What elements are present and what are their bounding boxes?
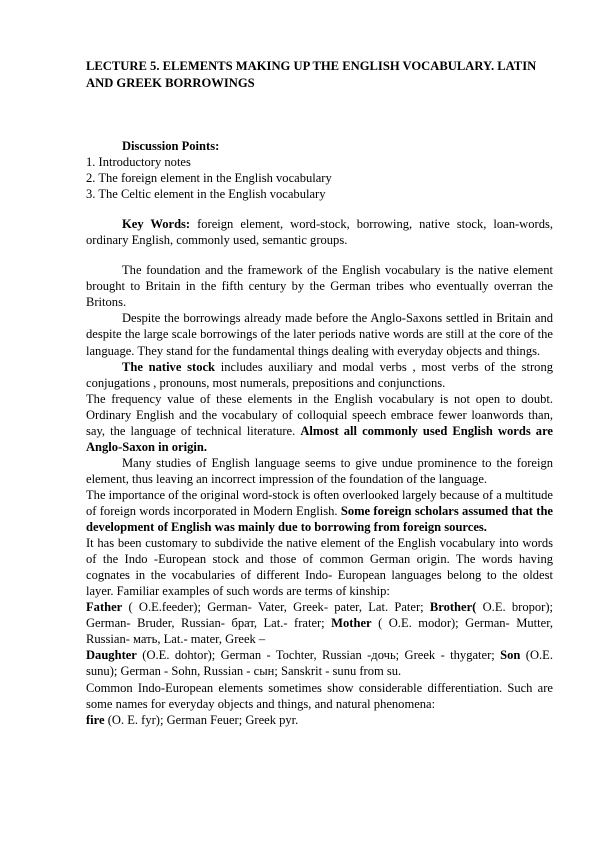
importance-emphasis: Some foreign scholars assumed that the development of English was mainly due to borrowing from foreign sources. (86, 503, 553, 535)
discussion-points-heading: Discussion Points: (122, 139, 220, 153)
importance-text: The importance of the original word-stock is often overlooked largely because of a multitude of foreign words incorporated in Modern English. (86, 487, 553, 518)
paragraph-frequency (86, 391, 553, 455)
native-stock-text: includes auxiliary and modal verbs , most verbs of the strong conjugations , pronouns, most numerals, prepositions and conjunctions. (86, 359, 553, 390)
paragraph-common-ie: Common Indo-European elements sometimes show considerable differentiation. Such are some names for everyday objects and things, and natural phenomena: (86, 680, 553, 711)
paragraph-subdivide: It has been customary to subdivide the native element of the English vocabulary into words of the Indo -European stock and those of common German origin. The words having cognates in the vocabularies of different Indo- European languages belong to the oldest layer. Familiar examples of such words are terms of kinship: (86, 536, 553, 599)
paragraph-importance (86, 487, 553, 535)
discussion-points-list (86, 154, 553, 202)
paragraph-native-stock (86, 359, 553, 391)
key-words-text: foreign element, word-stock, borrowing, native stock, loan-words, ordinary English, commonly used, semantic groups. (86, 217, 553, 248)
paragraph-foundation: The foundation and the framework of the English vocabulary is the native element brought to Britain in the fifth century by the German tribes who eventually overran the Britons. (86, 263, 553, 310)
spacer (86, 248, 553, 262)
term-mother: Mother (331, 616, 372, 631)
daughter-cognates: (O.E. dohtor); German - Tochter, Russian -дочь; Greek - thygater; (136, 648, 501, 663)
paragraph-despite-borrowings: Despite the borrowings already made before the Anglo-Saxons settled in Britain and despite the large scale borrowings of the later periods native words are still at the core of the language. They stand for the fundamental things dealing with everyday objects and things. (86, 311, 553, 358)
lecture-title: LECTURE 5. ELEMENTS MAKING UP THE ENGLISH VOCABULARY. LATIN AND GREEK BORROWINGS (86, 59, 537, 90)
son-cognates: (O.E. sunu); German - Sohn, Russian - сын; Sanskrit - sunu from su. (86, 648, 553, 679)
discussion-point-1: 1. Introductory notes (86, 155, 191, 170)
paragraph-kinship-2 (86, 647, 553, 679)
discussion-point-2: 2. The foreign element in the English vocabulary (86, 171, 332, 186)
key-words-paragraph (86, 216, 553, 248)
lecture-body (86, 138, 553, 728)
key-words-label: Key Words: (122, 217, 191, 232)
frequency-emphasis: Almost all commonly used English words are Anglo-Saxon in origin. (86, 423, 553, 454)
spacer (86, 202, 553, 216)
brother-cognates: O.E. bropor); German- Bruder, Russian- брат, Lat.- frater; (86, 600, 553, 631)
term-fire: fire (86, 712, 105, 727)
native-stock-term: The native stock (122, 359, 216, 374)
paragraph-fire (86, 712, 553, 728)
paragraph-many-studies: Many studies of English language seems to give undue prominence to the foreign element, thus leaving an incorrect impression of the foundation of the language. (86, 455, 553, 486)
fire-cognates: (O. E. fyr); German Feuer; Greek pyr. (104, 712, 299, 727)
frequency-text: The frequency value of these elements in the English vocabulary is not open to doubt. Ordinary English and the vocabulary of colloquial speech embrace fewer loanwords than, say, the language of technical literature. (86, 391, 553, 438)
term-father: Father (86, 600, 123, 615)
term-son: Son (500, 648, 521, 663)
term-daughter: Daughter (86, 648, 137, 663)
mother-cognates: ( O.E. modor); German- Mutter, Russian- мать, Lat.- mater, Greek – (86, 616, 554, 647)
term-brother: Brother( (429, 600, 477, 615)
father-cognates: ( O.E.feeder); German- Vater, Greek- pater, Lat. Pater; (122, 600, 430, 615)
discussion-point-3: 3. The Celtic element in the English vocabulary (86, 187, 326, 202)
paragraph-kinship-1 (86, 599, 553, 647)
